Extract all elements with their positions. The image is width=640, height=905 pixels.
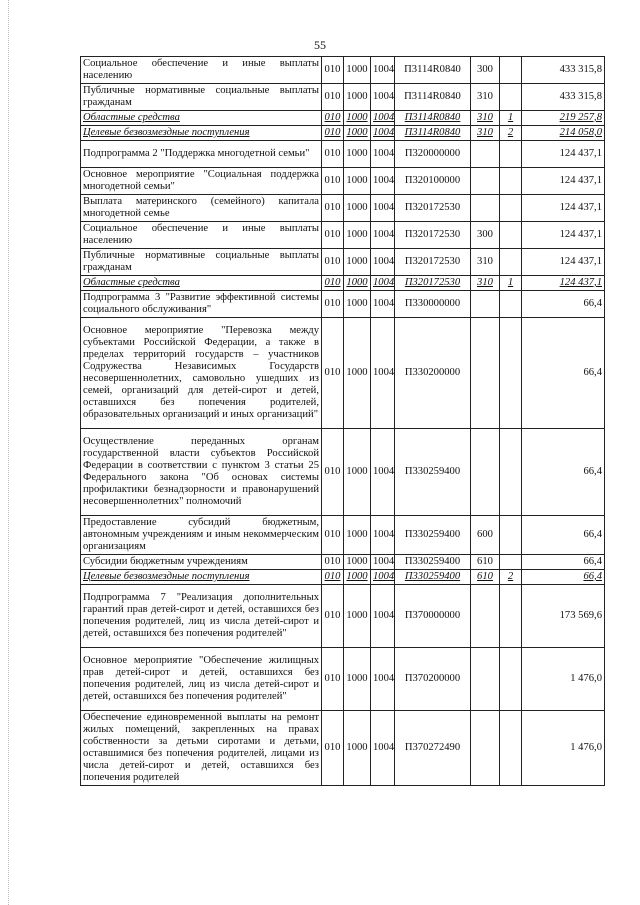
table-row <box>81 429 605 516</box>
row-name: Основное мероприятие "Перевозка между субъектами Российской Федерации, а также в пределах территорий государств – участников Содружества Независимых Государств несовершеннолетних, самовольно ушедших из семей, организаций для детей-сирот и детей, оставшихся без попечения родителей, образовательных организаций и иных организаций" <box>81 318 322 429</box>
row-expense-type: 600 <box>471 516 500 555</box>
row-funding-source: 2 <box>500 126 522 141</box>
row-amount: 66,4 <box>522 555 605 570</box>
page-number: 55 <box>314 38 326 52</box>
table-row <box>81 648 605 711</box>
row-name: Подпрограмма 3 "Развитие эффективной системы социального обслуживания" <box>81 291 322 318</box>
row-expense-type: 310 <box>471 126 500 141</box>
row-section-code: 1000 <box>344 291 371 318</box>
row-name: Предоставление субсидий бюджетным, автономным учреждениям и иным некоммерческим организациям <box>81 516 322 555</box>
row-funding-source: 2 <box>500 570 522 585</box>
row-section-code: 1000 <box>344 168 371 195</box>
row-expense-type: 300 <box>471 222 500 249</box>
row-target-article: П370000000 <box>395 585 471 648</box>
row-funding-source <box>500 222 522 249</box>
row-funding-source <box>500 429 522 516</box>
row-expense-type: 610 <box>471 570 500 585</box>
row-amount: 173 569,6 <box>522 585 605 648</box>
row-expense-type <box>471 711 500 786</box>
row-target-article: П3114R0840 <box>395 126 471 141</box>
table-row <box>81 126 605 141</box>
row-amount: 124 437,1 <box>522 276 605 291</box>
table-row <box>81 516 605 555</box>
row-expense-type: 310 <box>471 249 500 276</box>
row-funding-source: 1 <box>500 111 522 126</box>
row-section-code: 1000 <box>344 276 371 291</box>
row-subsection-code: 1004 <box>371 555 395 570</box>
row-target-article: П330200000 <box>395 318 471 429</box>
row-subsection-code: 1004 <box>371 249 395 276</box>
row-name: Осуществление переданных органам государственной власти субъектов Российской Федерации в соответствии с пунктом 3 статьи 25 Федерального закона "Об основах системы профилактики безнадзорности и правонарушений несовершеннолетних" полномочий <box>81 429 322 516</box>
row-funding-source <box>500 249 522 276</box>
row-expense-type: 310 <box>471 276 500 291</box>
row-funding-source <box>500 585 522 648</box>
row-subsection-code: 1004 <box>371 276 395 291</box>
row-expense-type: 610 <box>471 555 500 570</box>
row-name: Целевые безвозмездные поступления <box>81 570 322 585</box>
row-subsection-code: 1004 <box>371 585 395 648</box>
row-subsection-code: 1004 <box>371 57 395 84</box>
row-admin-code: 010 <box>322 570 344 585</box>
row-amount: 433 315,8 <box>522 84 605 111</box>
table-row <box>81 276 605 291</box>
row-funding-source <box>500 168 522 195</box>
row-funding-source <box>500 57 522 84</box>
row-admin-code: 010 <box>322 222 344 249</box>
row-name: Целевые безвозмездные поступления <box>81 126 322 141</box>
row-funding-source <box>500 318 522 429</box>
row-target-article: П320172530 <box>395 249 471 276</box>
row-expense-type <box>471 648 500 711</box>
row-section-code: 1000 <box>344 222 371 249</box>
row-target-article: П3114R0840 <box>395 84 471 111</box>
table-row <box>81 195 605 222</box>
row-section-code: 1000 <box>344 84 371 111</box>
row-target-article: П330259400 <box>395 516 471 555</box>
binding-edge-line <box>8 0 9 905</box>
row-amount: 1 476,0 <box>522 711 605 786</box>
row-expense-type: 310 <box>471 111 500 126</box>
table-row <box>81 585 605 648</box>
row-funding-source <box>500 711 522 786</box>
table-row <box>81 570 605 585</box>
row-target-article: П320000000 <box>395 141 471 168</box>
row-section-code: 1000 <box>344 570 371 585</box>
row-target-article: П320172530 <box>395 195 471 222</box>
row-admin-code: 010 <box>322 249 344 276</box>
table-row <box>81 222 605 249</box>
row-admin-code: 010 <box>322 648 344 711</box>
row-admin-code: 010 <box>322 429 344 516</box>
row-section-code: 1000 <box>344 711 371 786</box>
row-admin-code: 010 <box>322 195 344 222</box>
row-subsection-code: 1004 <box>371 711 395 786</box>
row-subsection-code: 1004 <box>371 648 395 711</box>
table-row <box>81 111 605 126</box>
row-funding-source <box>500 291 522 318</box>
row-subsection-code: 1004 <box>371 141 395 168</box>
row-funding-source: 1 <box>500 276 522 291</box>
row-section-code: 1000 <box>344 195 371 222</box>
row-amount: 66,4 <box>522 291 605 318</box>
row-funding-source <box>500 555 522 570</box>
row-expense-type: 310 <box>471 84 500 111</box>
row-funding-source <box>500 84 522 111</box>
row-admin-code: 010 <box>322 168 344 195</box>
table-row <box>81 318 605 429</box>
row-name: Подпрограмма 2 "Поддержка многодетной семьи" <box>81 141 322 168</box>
row-section-code: 1000 <box>344 141 371 168</box>
row-target-article: П370200000 <box>395 648 471 711</box>
row-expense-type <box>471 291 500 318</box>
table-row <box>81 291 605 318</box>
row-target-article: П330259400 <box>395 570 471 585</box>
row-amount: 66,4 <box>522 318 605 429</box>
row-name: Областные средства <box>81 111 322 126</box>
row-target-article: П3114R0840 <box>395 111 471 126</box>
row-subsection-code: 1004 <box>371 84 395 111</box>
row-expense-type <box>471 168 500 195</box>
row-amount: 124 437,1 <box>522 141 605 168</box>
row-name: Областные средства <box>81 276 322 291</box>
row-target-article: П330259400 <box>395 555 471 570</box>
row-section-code: 1000 <box>344 516 371 555</box>
table-row <box>81 168 605 195</box>
row-name: Социальное обеспечение и иные выплаты населению <box>81 57 322 84</box>
row-expense-type <box>471 318 500 429</box>
row-admin-code: 010 <box>322 84 344 111</box>
row-amount: 214 058,0 <box>522 126 605 141</box>
table-row <box>81 84 605 111</box>
row-amount: 124 437,1 <box>522 222 605 249</box>
row-admin-code: 010 <box>322 111 344 126</box>
row-section-code: 1000 <box>344 585 371 648</box>
row-subsection-code: 1004 <box>371 126 395 141</box>
row-expense-type <box>471 195 500 222</box>
row-expense-type <box>471 141 500 168</box>
row-admin-code: 010 <box>322 318 344 429</box>
row-subsection-code: 1004 <box>371 195 395 222</box>
row-subsection-code: 1004 <box>371 222 395 249</box>
row-target-article: П320172530 <box>395 276 471 291</box>
row-section-code: 1000 <box>344 111 371 126</box>
row-expense-type: 300 <box>471 57 500 84</box>
row-section-code: 1000 <box>344 648 371 711</box>
row-name: Публичные нормативные социальные выплаты гражданам <box>81 249 322 276</box>
row-section-code: 1000 <box>344 318 371 429</box>
row-amount: 124 437,1 <box>522 195 605 222</box>
row-target-article: П330000000 <box>395 291 471 318</box>
row-amount: 124 437,1 <box>522 168 605 195</box>
budget-table <box>80 56 605 786</box>
row-amount: 66,4 <box>522 516 605 555</box>
row-funding-source <box>500 648 522 711</box>
row-name: Социальное обеспечение и иные выплаты населению <box>81 222 322 249</box>
budget-table-body <box>81 57 605 786</box>
row-subsection-code: 1004 <box>371 291 395 318</box>
row-amount: 124 437,1 <box>522 249 605 276</box>
row-funding-source <box>500 195 522 222</box>
table-row <box>81 711 605 786</box>
row-name: Подпрограмма 7 "Реализация дополнительных гарантий прав детей-сирот и детей, оставшихся без попечения родителей, лиц из числа детей-сирот и детей, оставшихся без попечения родителей" <box>81 585 322 648</box>
row-admin-code: 010 <box>322 585 344 648</box>
row-name: Выплата материнского (семейного) капитала многодетной семье <box>81 195 322 222</box>
row-subsection-code: 1004 <box>371 318 395 429</box>
row-admin-code: 010 <box>322 711 344 786</box>
row-name: Основное мероприятие "Социальная поддержка многодетной семьи" <box>81 168 322 195</box>
row-funding-source <box>500 516 522 555</box>
row-subsection-code: 1004 <box>371 111 395 126</box>
table-row <box>81 555 605 570</box>
row-amount: 1 476,0 <box>522 648 605 711</box>
row-subsection-code: 1004 <box>371 168 395 195</box>
row-amount: 219 257,8 <box>522 111 605 126</box>
row-admin-code: 010 <box>322 126 344 141</box>
table-row <box>81 249 605 276</box>
row-subsection-code: 1004 <box>371 429 395 516</box>
row-admin-code: 010 <box>322 516 344 555</box>
row-section-code: 1000 <box>344 555 371 570</box>
row-name: Публичные нормативные социальные выплаты гражданам <box>81 84 322 111</box>
row-target-article: П320172530 <box>395 222 471 249</box>
row-admin-code: 010 <box>322 291 344 318</box>
row-admin-code: 010 <box>322 276 344 291</box>
row-name: Субсидии бюджетным учреждениям <box>81 555 322 570</box>
row-section-code: 1000 <box>344 57 371 84</box>
row-name: Обеспечение единовременной выплаты на ремонт жилых помещений, закрепленных на правах собственности за детьми сиротами и детьми, оставшимися без попечения родителей, лицами из числа детей-сирот и детей, оставшихся без попечения родителей <box>81 711 322 786</box>
row-funding-source <box>500 141 522 168</box>
table-row <box>81 141 605 168</box>
row-amount: 66,4 <box>522 570 605 585</box>
row-target-article: П3114R0840 <box>395 57 471 84</box>
row-name: Основное мероприятие "Обеспечение жилищных прав детей-сирот и детей, оставшихся без попечения родителей, лиц из числа детей-сирот и детей, оставшихся без попечения родителей" <box>81 648 322 711</box>
row-target-article: П330259400 <box>395 429 471 516</box>
row-admin-code: 010 <box>322 141 344 168</box>
row-section-code: 1000 <box>344 249 371 276</box>
row-target-article: П320100000 <box>395 168 471 195</box>
row-expense-type <box>471 585 500 648</box>
row-section-code: 1000 <box>344 429 371 516</box>
row-section-code: 1000 <box>344 126 371 141</box>
row-subsection-code: 1004 <box>371 570 395 585</box>
row-target-article: П370272490 <box>395 711 471 786</box>
row-amount: 433 315,8 <box>522 57 605 84</box>
row-expense-type <box>471 429 500 516</box>
row-amount: 66,4 <box>522 429 605 516</box>
row-subsection-code: 1004 <box>371 516 395 555</box>
row-admin-code: 010 <box>322 555 344 570</box>
row-admin-code: 010 <box>322 57 344 84</box>
table-row <box>81 57 605 84</box>
